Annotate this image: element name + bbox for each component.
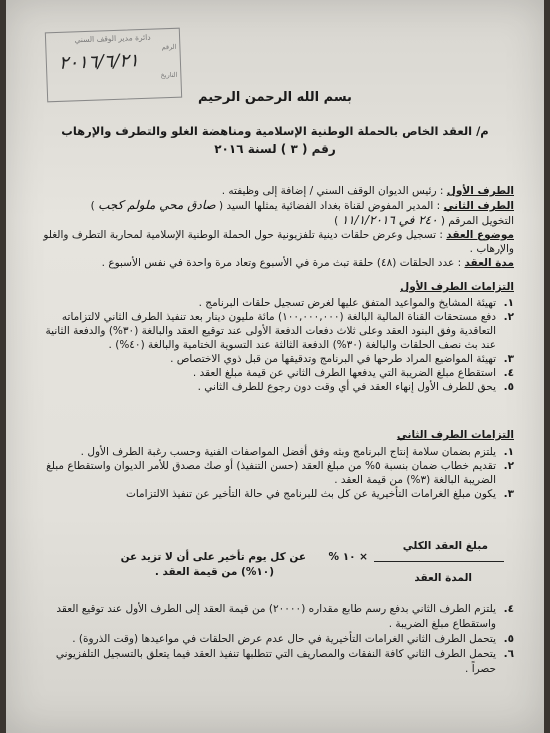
list-item (30, 380, 514, 394)
item-number: ١. (503, 297, 514, 309)
second-obligations-title: التزامات الطرف الثاني (396, 429, 514, 441)
authorization-close: ) (334, 215, 339, 227)
second-party-line (30, 198, 514, 213)
item-number: ٦. (503, 648, 514, 660)
item-text: يلتزم الطرف الثاني بدفع رسم طابع مقداره (٢٠٠٠٠) من قيمة العقد إلى الطرف الأول عند توقيع العقد واستقطاع مبلغ الضريبة . (56, 603, 496, 630)
item-number: ٥. (503, 633, 514, 645)
list-item (30, 459, 514, 487)
authorization-handwritten-ref: ٢٤٠ في ١١/١/٢٠١٦ (341, 213, 438, 227)
list-item (30, 487, 514, 501)
list-item (30, 602, 514, 632)
item-text: يتحمل الطرف الثاني كافة النفقات والمصاريف التي تتطلبها تنفيذ العقد فيما يتعلق بالتسجيل التلفزيوني حصراً . (55, 648, 496, 675)
list-item (30, 352, 514, 366)
formula-denominator: المدة العقد (414, 572, 472, 584)
item-number: ٢. (503, 460, 514, 472)
list-item (30, 296, 514, 310)
formula-multiplier: × ١٠ % (328, 551, 368, 563)
item-text: يلتزم بضمان سلامة إنتاج البرنامج وبثه وفق أفضل المواصفات الفنية وحسب رغبة الطرف الأول . (80, 446, 496, 458)
duration-label: مدة العقد (464, 257, 514, 269)
first-obligations-list (30, 296, 514, 394)
item-number: ٢. (503, 311, 514, 323)
formula-numerator: مبلغ العقد الكلي (402, 540, 488, 552)
item-number: ٥. (503, 381, 514, 393)
contract-subject-line (30, 228, 514, 256)
second-obligations-after-list (30, 602, 514, 677)
item-text: يحق للطرف الأول إنهاء العقد في أي وقت دون رجوع للطرف الثاني . (197, 381, 496, 393)
formula-tail-2: (١٠%) من قيمة العقد . (154, 566, 274, 578)
second-obligations-list (30, 445, 514, 501)
item-number: ١. (503, 446, 514, 458)
item-text: تهيئة المواضيع المراد طرحها في البرنامج وتدقيقها من قبل ذوي الاختصاص . (170, 353, 496, 365)
list-item (30, 366, 514, 380)
item-text: تهيئة المشايخ والمواعيد المتفق عليها لغرض تسجيل حلقات البرنامج . (198, 297, 496, 309)
contract-subject-text: : تسجيل وعرض حلقات دينية تلفزيونية حول الحملة الوطنية الإسلامية لمحاربة التطرف والغلو والإرهاب . (43, 229, 514, 255)
stamp-row-number: الرقم (161, 42, 177, 52)
item-text: دفع مستحقات القناة المالية البالغة (١٠٠,٠٠٠,٠٠٠) مائة مليون دينار بعد تنفيذ الطرف الثاني لالتزاماته التعاقدية وفق البنود العقد وعلى ثلاث دفعات الدفعة الأولى عند توقيع العقد والبالغة (٣٠%) والدفعة الثانية عند بث نصف الحلقات والبالغة (٣٠%) الدفعة الثالثة عند التسوية الختامية والبالغة (٤٠%) . (45, 311, 496, 351)
list-item (30, 632, 514, 647)
first-party-label: الطرف الأول (446, 185, 514, 197)
list-item (30, 445, 514, 459)
duration-text: : عدد الحلقات (٤٨) حلقة تبث مرة في الأسبوع وتعاد مرة واحدة في نفس الأسبوع . (101, 257, 462, 269)
contract-subject-heading: م/ العقد الخاص بالحملة الوطنية الإسلامية ومناهضة الغلو والتطرف والإرهاب (61, 124, 489, 138)
second-obligations-block (30, 428, 514, 501)
duration-line (30, 256, 514, 270)
contract-subject-label: موضوع العقد (446, 229, 514, 241)
formula-tail-1: عن كل يوم تأخير على أن لا تزيد عن (120, 551, 306, 563)
first-obligations-title: التزامات الطرف الأول (400, 281, 514, 293)
stamp-handwriting: ٢٠١٦/٦/٢١ (58, 50, 140, 74)
authorization-line (30, 213, 514, 228)
second-party-label: الطرف الثاني (443, 200, 514, 212)
authorization-text: التخويل المرقم ( (440, 215, 514, 227)
item-text: استقطاع مبلغ الضريبة التي يدفعها الطرف الثاني عن قيمة مبلغ العقد . (192, 367, 496, 379)
item-number: ٤. (503, 367, 514, 379)
list-item (30, 647, 514, 677)
stamp-title: دائرة مدير الوقف السني (74, 32, 151, 45)
list-item (30, 310, 514, 352)
parties-block (30, 184, 514, 270)
second-party-close: ) (90, 200, 95, 212)
first-party-text: : رئيس الديوان الوقف السني / إضافة إلى وظيفته . (221, 185, 444, 197)
item-number: ٤. (503, 603, 514, 615)
second-party-handwritten-name: صادق محي ملولم كجب (98, 198, 216, 212)
item-text: يتحمل الطرف الثاني الغرامات التأخيرية في حال عدم عرض الحلقات في مواعيدها (وقت الذروة) . (72, 633, 496, 645)
second-party-text: : المدير المفوض لقناة بغداد الفضائية يمثلها السيد ( (219, 200, 441, 212)
basmala: بسم الله الرحمن الرحيم (198, 90, 352, 105)
item-text: تقديم خطاب ضمان بنسبة ٥% من مبلغ العقد (حسن التنفيذ) أو صك مصدق للأمر الديوان واستقطاع مبلغ الضريبة البالغة (٣%) من قيمة العقد . (46, 460, 496, 486)
contract-page (6, 0, 544, 733)
item-number: ٣. (503, 488, 514, 500)
stamp-row-date: التاريخ (160, 70, 178, 80)
first-obligations-block (30, 280, 514, 394)
contract-number: رقم ( ٣ ) لسنة ٢٠١٦ (214, 142, 336, 156)
formula-fraction-line (374, 561, 504, 562)
second-obligations-after (30, 602, 514, 677)
item-text: يكون مبلغ الغرامات التأخيرية عن كل بث للبرنامج في حالة التأخير عن تنفيذ الالتزامات (125, 488, 496, 500)
item-number: ٣. (503, 353, 514, 365)
first-party-line (30, 184, 514, 198)
